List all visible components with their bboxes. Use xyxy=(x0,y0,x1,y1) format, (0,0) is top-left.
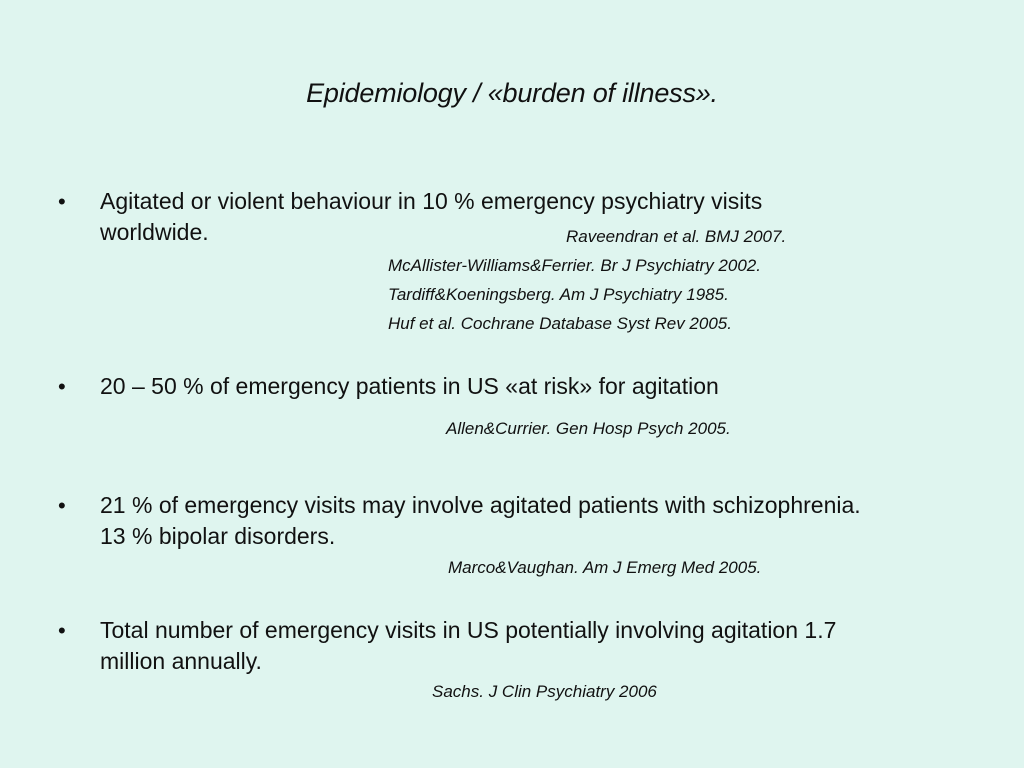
bullet-line: Total number of emergency visits in US potentially involving agitation 1.7 xyxy=(100,617,837,643)
bullet-text xyxy=(100,490,980,552)
slide-title: Epidemiology / «burden of illness». xyxy=(306,78,718,108)
reference-citation: Tardiff&Koeningsberg. Am J Psychiatry 1985. xyxy=(388,285,729,304)
bullet-text xyxy=(100,615,980,677)
bullet-marker: • xyxy=(58,374,66,399)
reference-citation: McAllister-Williams&Ferrier. Br J Psychiatry 2002. xyxy=(388,256,761,275)
bullet-line: Agitated or violent behaviour in 10 % emergency psychiatry visits xyxy=(100,188,763,214)
bullet-text xyxy=(100,371,980,402)
bullet-line: 21 % of emergency visits may involve agitated patients with schizophrenia. xyxy=(100,492,861,518)
bullet-text xyxy=(100,186,980,248)
reference-citation: Marco&Vaughan. Am J Emerg Med 2005. xyxy=(448,558,762,577)
bullet-line: million annually. xyxy=(100,648,262,674)
bullet-line: 20 – 50 % of emergency patients in US «at risk» for agitation xyxy=(100,373,719,399)
bullet-marker: • xyxy=(58,618,66,643)
reference-citation: Allen&Currier. Gen Hosp Psych 2005. xyxy=(446,419,731,438)
bullet-marker: • xyxy=(58,493,66,518)
reference-citation: Huf et al. Cochrane Database Syst Rev 2005. xyxy=(388,314,732,333)
bullet-line: 13 % bipolar disorders. xyxy=(100,523,336,549)
bullet-marker: • xyxy=(58,189,66,214)
bullet-line: worldwide. xyxy=(100,219,209,245)
reference-citation: Sachs. J Clin Psychiatry 2006 xyxy=(432,682,657,701)
reference-citation: Raveendran et al. BMJ 2007. xyxy=(566,227,787,246)
